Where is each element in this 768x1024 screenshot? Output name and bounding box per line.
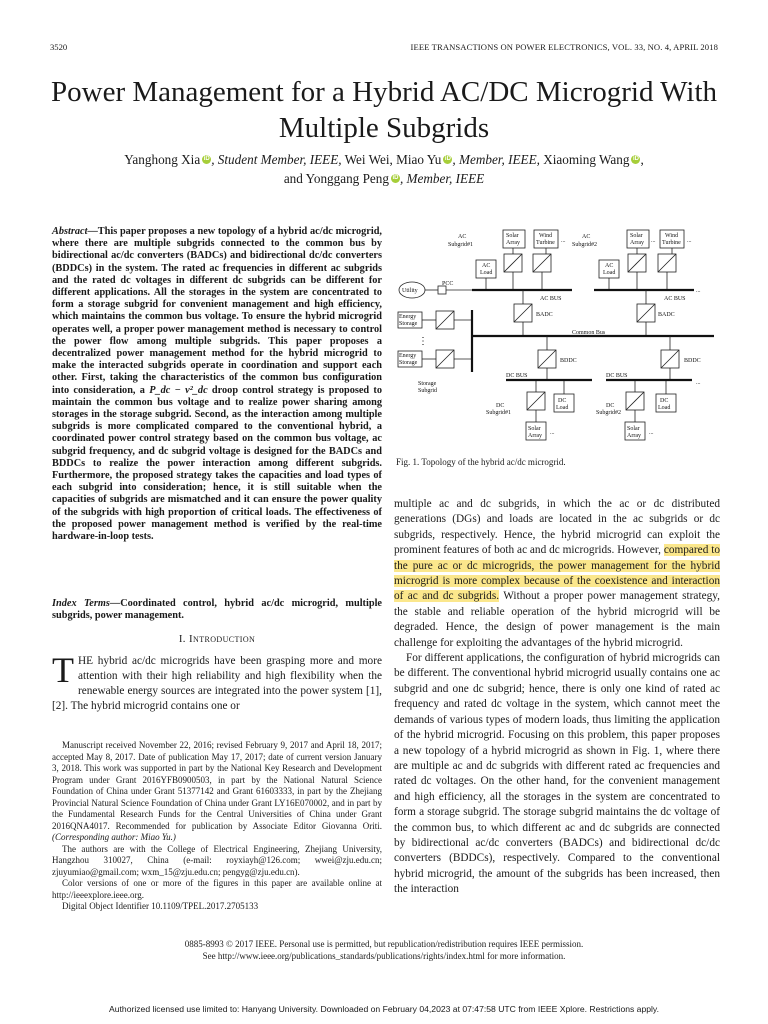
author-list: Yanghong Xia iD , Student Member, IEEE, Wei Wei, Miao Yu iD , Member, IEEE, Xiaoming Wang iD , and Yonggang Peng iD , Member, IEEE — [124, 152, 644, 186]
figure-label: Energy — [399, 353, 417, 359]
author-name: and Yonggang Peng — [283, 171, 389, 186]
figure-label: DC — [496, 403, 505, 409]
figure-label: AC — [605, 263, 614, 269]
figure-label: Subgrid — [418, 388, 438, 394]
figure-label: Load — [603, 270, 616, 276]
figure-label: Subgrid#1 — [486, 410, 512, 416]
figure-label: Solar — [528, 426, 541, 432]
intro-text: HE hybrid ac/dc microgrids have been grasping more and more attention with their high reliability and high flexibility when the renewable energy sources are integrated into the power system [1], [2]. The hybrid microgrid contains one or — [52, 655, 382, 712]
figure-label: Array — [528, 433, 542, 439]
color-versions-note: Color versions of one or more of the figures in this paper are available online at http://ieeexplore.ieee.org. — [52, 878, 382, 900]
figure-label: ... — [649, 430, 654, 436]
figure-label: Subgrid#2 — [596, 410, 622, 416]
figure-label: Storage — [399, 321, 418, 327]
figure-label: DC — [558, 398, 567, 404]
right-column-body — [394, 497, 720, 898]
figure-label: AC — [582, 234, 591, 240]
license-footer: Authorized licensed use limited to: Hanyang University. Downloaded on February 04,2023 at 07:47:58 UTC from IEEE Xplore. Restrictions apply. — [109, 1004, 659, 1014]
footnote — [52, 740, 382, 913]
figure-label: ... — [696, 288, 701, 294]
doi-note: Digital Object Identifier 10.1109/TPEL.2017.2705133 — [62, 901, 259, 911]
figure-label: Solar — [627, 426, 640, 432]
figure-label: Storage — [418, 381, 437, 387]
drop-cap: T — [52, 650, 74, 690]
index-terms-text: —Coordinated control, hybrid ac/dc microgrid, multiple subgrids, power management. — [52, 598, 382, 622]
affiliation-note: The authors are with the College of Electrical Engineering, Zhejiang University, Hangzhou 310027, China (e-mail: royxiayh@126.com; wwei@zju.edu.cn; zjuyumiao@gmail.com; wxm_15@zju.edu.cn; pengyg@zju.edu.cn). — [52, 843, 382, 877]
figure-label: Array — [627, 433, 641, 439]
figure-label: Wind — [665, 233, 679, 239]
author-role: , Student Member, IEEE, — [211, 152, 342, 167]
figure-label: Utility — [402, 288, 418, 294]
copyright-notice: 0885-8993 © 2017 IEEE. Personal use is permitted, but republication/redistribution requires IEEE permission. See http://www.ieee.org/publications_standards/publications/rights/index.html for more information. — [184, 939, 584, 961]
manuscript-note: Manuscript received November 22, 2016; revised February 9, 2017 and April 18, 2017; accepted May 8, 2017. Date of publication May 17, 2017; date of current version January 3, 2018. This work was supported in part by the National Key Research and Development Program under Grant 2016YFB0900503, in part by the National Natural Science Foundation of China under Grant 51377142 and Grant 61603333, in part by the Zhejiang Provincial Natural Science Foundation of China under Grant LY16E070002, and in part by the Fundamental Research Funds for the Central Universities of China under Grant 2016QNA4017. Recommended for publication by Associate Editor Giovanna Oriti. — [52, 740, 382, 831]
figure-label: Turbine — [536, 240, 555, 246]
paper-title: Power Management for a Hybrid AC/DC Microgrid With Multiple Subgrids — [51, 76, 717, 144]
figure-label: Load — [556, 405, 569, 411]
orcid-icon[interactable]: iD — [203, 156, 210, 162]
figure-label: Wind — [539, 233, 553, 239]
figure-label: Subgrid#1 — [448, 242, 474, 248]
figure-label: AC BUS — [540, 296, 562, 302]
figure-label: BADC — [536, 312, 553, 318]
figure-label: AC — [482, 263, 491, 269]
orcid-icon[interactable]: iD — [632, 156, 639, 162]
abstract-label: Abstract — [52, 226, 88, 237]
figure-label: AC — [458, 234, 467, 240]
corresponding-author: (Corresponding author: Miao Yu.) — [52, 832, 176, 842]
highlighted-text[interactable]: compared to the pure ac or dc microgrids, the power management for the hybrid microgrid is more complex because of the coexistence and interaction of ac and dc subgrids. — [394, 544, 720, 603]
author-name: Yanghong Xia — [124, 152, 201, 167]
figure-label: Subgrid#2 — [572, 242, 598, 248]
inline-math: P_dc − v²_dc — [149, 384, 208, 396]
figure-label: Energy — [399, 314, 417, 320]
author-role: , Member, IEEE — [399, 171, 485, 186]
body-paragraph: For different applications, the configuration of hybrid microgrids can be different. The conventional hybrid microgrid usually contains one ac subgrid and one dc subgrid; hence, there is only one kind of rated ac frequency and rated dc voltage in the system, which cannot meet the demands of various types of modern loads, thus limiting the application of the hybrid microgrid. Focusing on this problem, this paper proposes a new topology of a hybrid microgrid as shown in Fig. 1, where there are multiple ac and dc subgrids with different rated ac frequencies and rated dc voltages. On the other hand, for the convenient management and high efficiency, all the storages in the system are concentrated to form a storage subgrid. The storage subgrid maintains the dc voltage of the common bus, to which different ac and dc subgrids are connected by bidirectional ac/dc converters (BADCs) and bidirectional dc/dc converters (BDDCs), respectively. Compared to the conventional hybrid microgrid, the amount of the subgrids has been increased, then the interaction — [394, 652, 720, 896]
topology-figure — [396, 224, 718, 446]
orcid-icon[interactable]: iD — [392, 175, 399, 181]
author-name: Xiaoming Wang — [539, 152, 630, 167]
journal-header: IEEE TRANSACTIONS ON POWER ELECTRONICS, VOL. 33, NO. 4, APRIL 2018 — [410, 42, 718, 52]
index-terms-label: Index Terms — [52, 598, 110, 609]
body-paragraph: multiple ac and dc subgrids, in which the ac or dc distributed generations (DGs) and loads are located in the ac subgrids or dc subgrids, respectively. Hence, the hybrid microgrid can exploit the prominent features of both ac and dc microgrids. However, compared to the pure ac or dc microgrids, the power management for the hybrid microgrid is more complex because of the coexistence and interaction of ac and dc subgrids. Without a proper power management strategy, the stable and reliable operation of the hybrid microgrid will be degraded. Hence, the design of power management is the main challenge for exploiting the advantages of the hybrid microgrid. — [394, 498, 720, 649]
figure-label: ... — [561, 238, 566, 244]
page-number: 3520 — [50, 42, 68, 52]
figure-label: PCC — [442, 281, 454, 287]
figure-label: AC BUS — [664, 296, 686, 302]
figure-label: DC BUS — [506, 373, 528, 379]
figure-label: ... — [687, 238, 692, 244]
index-terms — [52, 598, 382, 622]
figure-label: ... — [651, 238, 656, 244]
figure-label: Solar — [506, 233, 519, 239]
figure-label: Array — [506, 240, 520, 246]
figure-label: Load — [658, 405, 671, 411]
figure-label: BDDC — [560, 358, 577, 364]
figure-label: DC BUS — [606, 373, 628, 379]
section-heading: I. Introduction — [178, 633, 256, 645]
figure-label: DC — [606, 403, 615, 409]
author-name: Wei Wei, Miao Yu — [341, 152, 442, 167]
intro-paragraph — [52, 650, 382, 714]
figure-label: ⋮ — [418, 336, 428, 347]
figure-label: Load — [480, 270, 493, 276]
figure-label: Common Bus — [572, 330, 606, 336]
figure-label: ... — [696, 380, 701, 386]
figure-label: Turbine — [662, 240, 681, 246]
abstract — [52, 226, 382, 543]
figure-label: ... — [550, 430, 555, 436]
author-role: , Member, IEEE, — [452, 152, 540, 167]
figure-label: Solar — [630, 233, 643, 239]
figure-label: BADC — [658, 312, 675, 318]
figure-label: Storage — [399, 360, 418, 366]
abstract-text: droop control strategy is proposed to maintain the common bus voltage and to realize power sharing among storages in the storage subgrid. Second, as the interaction among multiple subgrids is more complicated compared to the conventional hybrid, a coordinated power control strategy based on the common bus voltage, ac subgrid frequency, and dc subgrid voltage is designed for the BADCs and BDDCs to realize the power interaction among different subgrids. Furthermore, the proposed strategy takes the capacities and load types of each subgrid into consideration; hence, it is still suitable when the capacities of subgrids are mismatched and it can ensure the power quality of the subgrids with high proportion of critical loads. The effectiveness of the proposed power management method is verified by the real-time hardware-in-loop tests. — [52, 384, 382, 543]
figure-label: DC — [660, 398, 669, 404]
orcid-icon[interactable]: iD — [444, 156, 451, 162]
figure-caption: Fig. 1. Topology of the hybrid ac/dc microgrid. — [396, 457, 566, 467]
abstract-text: —This paper proposes a new topology of a hybrid ac/dc microgrid, where there are multiple subgrids connected to the common bus by bidirectional ac/dc converters (BADCs) and bidirectional dc/dc converters (BDDCs) in the system. The rated ac frequencies in different ac subgrids and the rated dc voltages in different dc subgrids can be different for different applications. All the storages in the system are concentrated to form a storage subgrid for convenient management and high efficiency, which maintains the common bus voltage. To ensure the hybrid microgrid operates well, a proper power management method is necessary to control the power flow among multiple subgrids. This paper proposes a decentralized power management method for the hybrid microgrid to make the interacted subgrids operate in coordination and support each other. First, taking the characteristics of the common bus configuration into consideration, a — [52, 226, 382, 396]
figure-label: Array — [630, 240, 644, 246]
figure-label: BDDC — [684, 358, 701, 364]
